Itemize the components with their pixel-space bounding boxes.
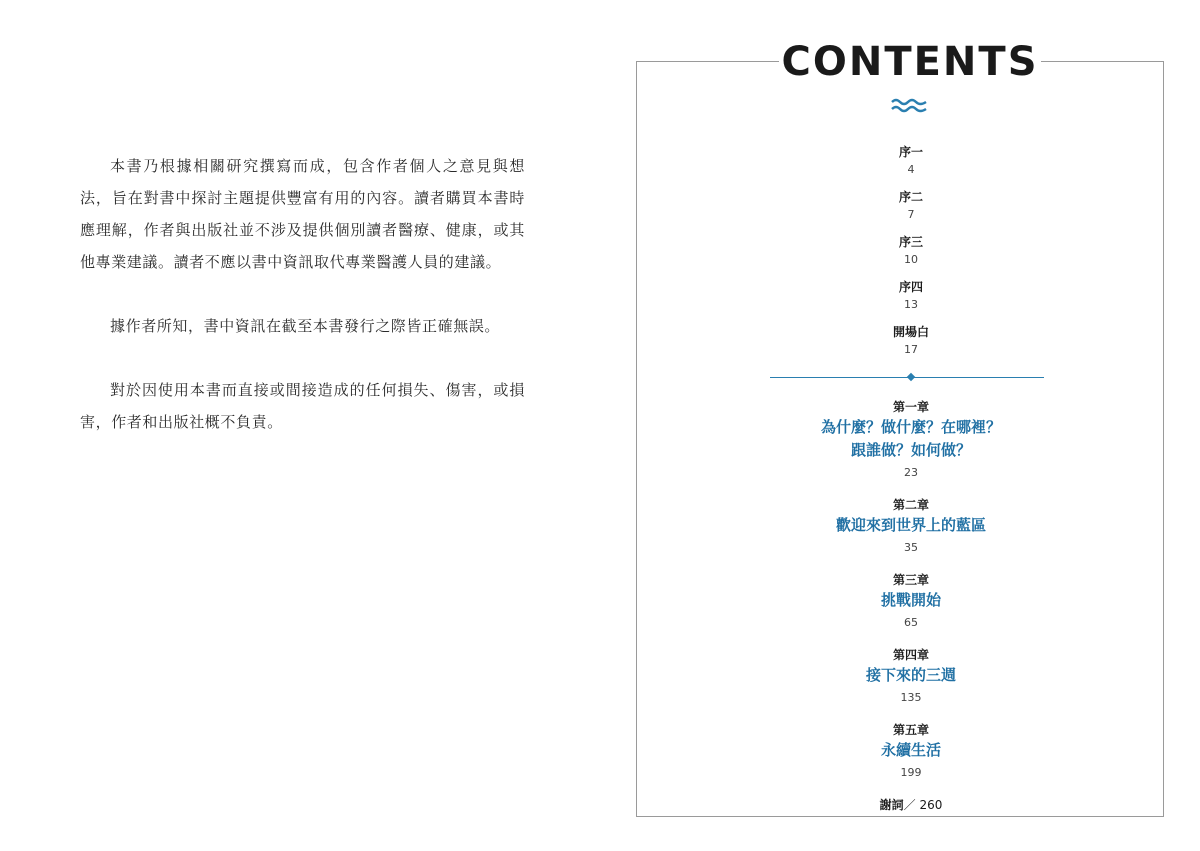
acknowledgements-separator: ／ xyxy=(903,798,916,812)
toc-entry-label: 序三 xyxy=(898,235,923,249)
acknowledgements-label: 謝詞 xyxy=(879,798,904,812)
toc-entry-chapter-3[interactable] xyxy=(760,571,1062,634)
chapter-title: 接下來的三週 xyxy=(865,666,956,684)
toc-entry-opening[interactable] xyxy=(760,323,1062,368)
disclaimer-paragraph-2: 據作者所知，書中資訊在截至本書發行之際皆正確無誤。 xyxy=(110,317,501,335)
toc-entry-page: 7 xyxy=(907,208,915,221)
contents-title: CONTENTS xyxy=(779,38,1041,88)
disclaimer-paragraph-1: 本書乃根據相關研究撰寫而成，包含作者個人之意見與想法，旨在對書中探討主題提供豐富有用的內容。讀者購買本書時應理解，作者與出版社並不涉及提供個別讀者醫療、健康，或其他專業建議。讀者不應以書中資訊取代專業醫護人員的建議。 xyxy=(80,157,525,271)
diamond-divider-icon xyxy=(770,377,1044,379)
chapter-number: 第三章 xyxy=(892,573,929,587)
disclaimer-page xyxy=(80,150,525,470)
toc-entry-label: 序二 xyxy=(898,190,923,204)
waves-icon xyxy=(891,97,927,115)
chapter-list xyxy=(760,398,1062,813)
chapter-title: 歡迎來到世界上的藍區 xyxy=(835,516,986,534)
chapter-page: 35 xyxy=(904,541,918,554)
acknowledgements-page: 260 xyxy=(919,798,943,812)
chapter-title: 為什麼？做什麼？在哪裡？ xyxy=(820,418,1001,436)
toc-entry-preface-4[interactable] xyxy=(760,278,1062,323)
chapter-page: 199 xyxy=(900,766,922,779)
chapter-page: 65 xyxy=(904,616,918,629)
toc-entry-page: 17 xyxy=(904,343,918,356)
toc-entry-preface-1[interactable] xyxy=(760,143,1062,188)
chapter-number: 第二章 xyxy=(892,498,929,512)
chapter-title: 挑戰開始 xyxy=(880,591,941,609)
chapter-number: 第一章 xyxy=(892,400,929,414)
toc-entry-chapter-4[interactable] xyxy=(760,646,1062,709)
toc-entry-label: 序四 xyxy=(898,280,923,294)
toc-entry-label: 開場白 xyxy=(892,325,929,339)
toc-entry-preface-3[interactable] xyxy=(760,233,1062,278)
toc-entry-page: 10 xyxy=(904,253,918,266)
toc-entry-acknowledgements[interactable] xyxy=(760,796,1062,813)
toc-entry-chapter-2[interactable] xyxy=(760,496,1062,559)
toc-entry-page: 4 xyxy=(907,163,915,176)
chapter-page: 23 xyxy=(904,466,918,479)
chapter-title-line-2: 跟誰做？如何做？ xyxy=(850,441,971,459)
toc-entry-page: 13 xyxy=(904,298,918,311)
toc-entry-chapter-5[interactable] xyxy=(760,721,1062,784)
toc-entry-chapter-1[interactable] xyxy=(760,398,1062,484)
toc-entry-preface-2[interactable] xyxy=(760,188,1062,233)
chapter-title: 永續生活 xyxy=(880,741,941,759)
preface-list xyxy=(760,143,1062,368)
toc-entry-label: 序一 xyxy=(898,145,923,159)
chapter-page: 135 xyxy=(900,691,922,704)
chapter-number: 第四章 xyxy=(892,648,929,662)
chapter-number: 第五章 xyxy=(892,723,929,737)
disclaimer-paragraph-3: 對於因使用本書而直接或間接造成的任何損失、傷害，或損害，作者和出版社概不負責。 xyxy=(80,381,525,431)
